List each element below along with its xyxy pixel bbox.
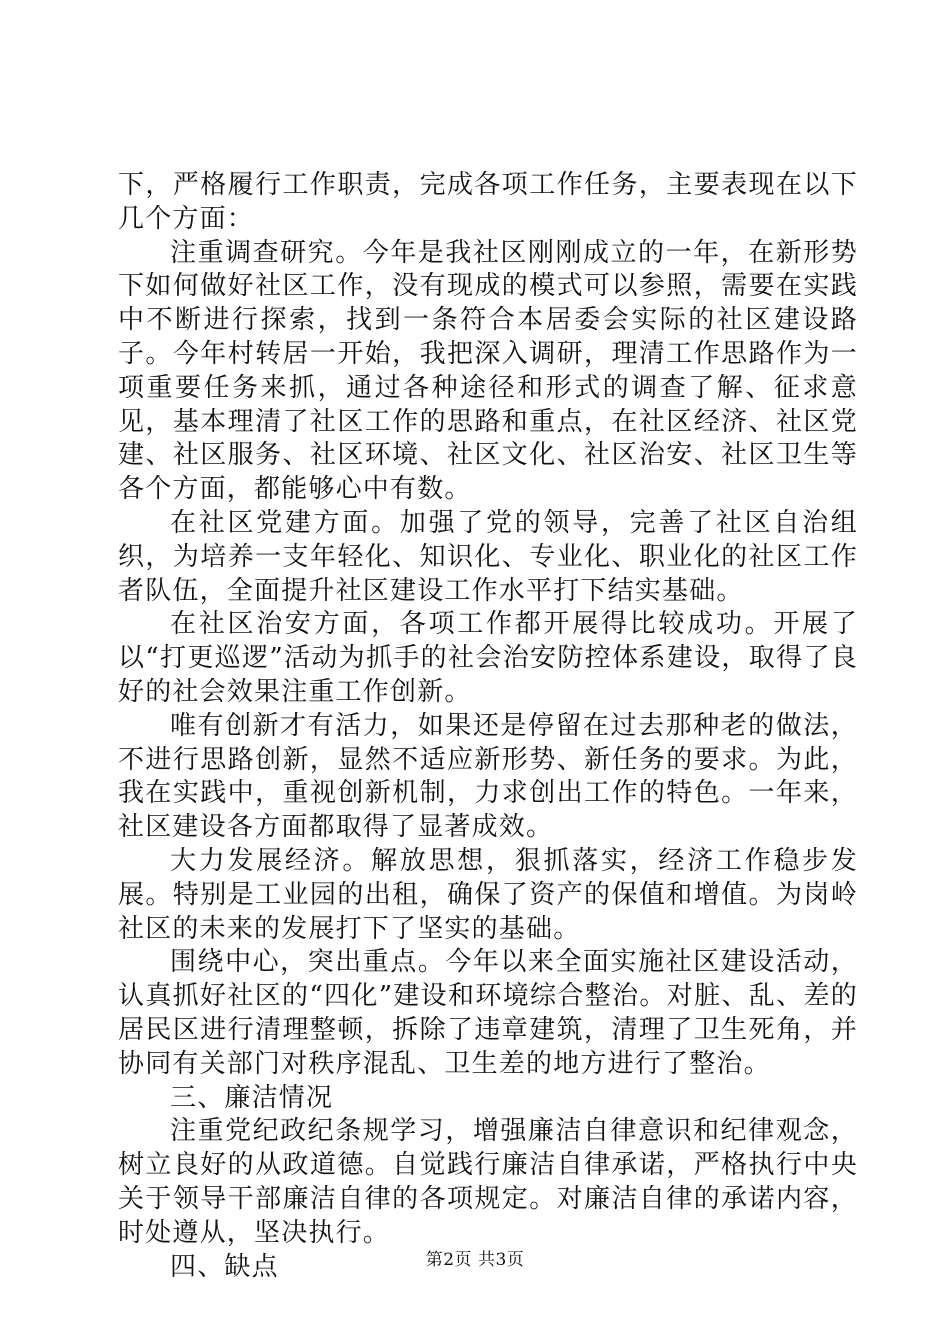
section-heading-integrity: 三、廉洁情况 xyxy=(170,1082,334,1113)
paragraph-1: 下，严格履行工作职责，完成各项工作任务，主要表现在以下几个方面： xyxy=(118,170,858,234)
paragraph-7: 围绕中心，突出重点。今年以来全面实施社区建设活动，认真抓好社区的“四化”建设和环境综合整治。对脏、乱、差的居民区进行清理整顿，拆除了违章建筑，清理了卫生死角，并协同有关部门对秩序混乱、卫生差的地方进行了整治。 xyxy=(118,947,858,1079)
page-number-footer: 第2页 共3页 xyxy=(425,1250,525,1270)
section-heading-shortcomings: 四、缺点 xyxy=(170,1251,279,1282)
paragraph-6: 大力发展经济。解放思想，狠抓落实，经济工作稳步发展。特别是工业园的出租，确保了资产的保值和增值。为岗岭社区的未来的发展打下了坚实的基础。 xyxy=(118,845,858,944)
paragraph-4: 在社区治安方面，各项工作都开展得比较成功。开展了以“打更巡逻”活动为抓手的社会治安防控体系建设，取得了良好的社会效果注重工作创新。 xyxy=(118,609,858,707)
paragraph-3: 在社区党建方面。加强了党的领导，完善了社区自治组织，为培养一支年轻化、知识化、专业化、职业化的社区工作者队伍，全面提升社区建设工作水平打下结实基础。 xyxy=(118,507,858,606)
paragraph-2: 注重调查研究。今年是我社区刚刚成立的一年，在新形势下如何做好社区工作，没有现成的模式可以参照，需要在实践中不断进行探索，找到一条符合本居委会实际的社区建设路子。今年村转居一开始，我把深入调研，理清工作思路作为一项重要任务来抓，通过各种途径和形式的调查了解、征求意见，基本理清了社区工作的思路和重点，在社区经济、社区党建、社区服务、社区环境、社区文化、社区治安、社区卫生等各个方面，都能够心中有数。 xyxy=(118,237,858,505)
paragraph-8: 注重党纪政纪条规学习，增强廉洁自律意识和纪律观念，树立良好的从政道德。自觉践行廉洁自律承诺，严格执行中央关于领导干部廉洁自律的各项规定。对廉洁自律的承诺内容，时处遵从，坚决执行。 xyxy=(118,1116,858,1248)
document-body xyxy=(118,169,858,1284)
paragraph-5: 唯有创新才有活力，如果还是停留在过去那种老的做法，不进行思路创新，显然不适应新形势、新任务的要求。为此，我在实践中，重视创新机制，力求创出工作的特色。一年来，社区建设各方面都取得了显著成效。 xyxy=(118,710,858,843)
